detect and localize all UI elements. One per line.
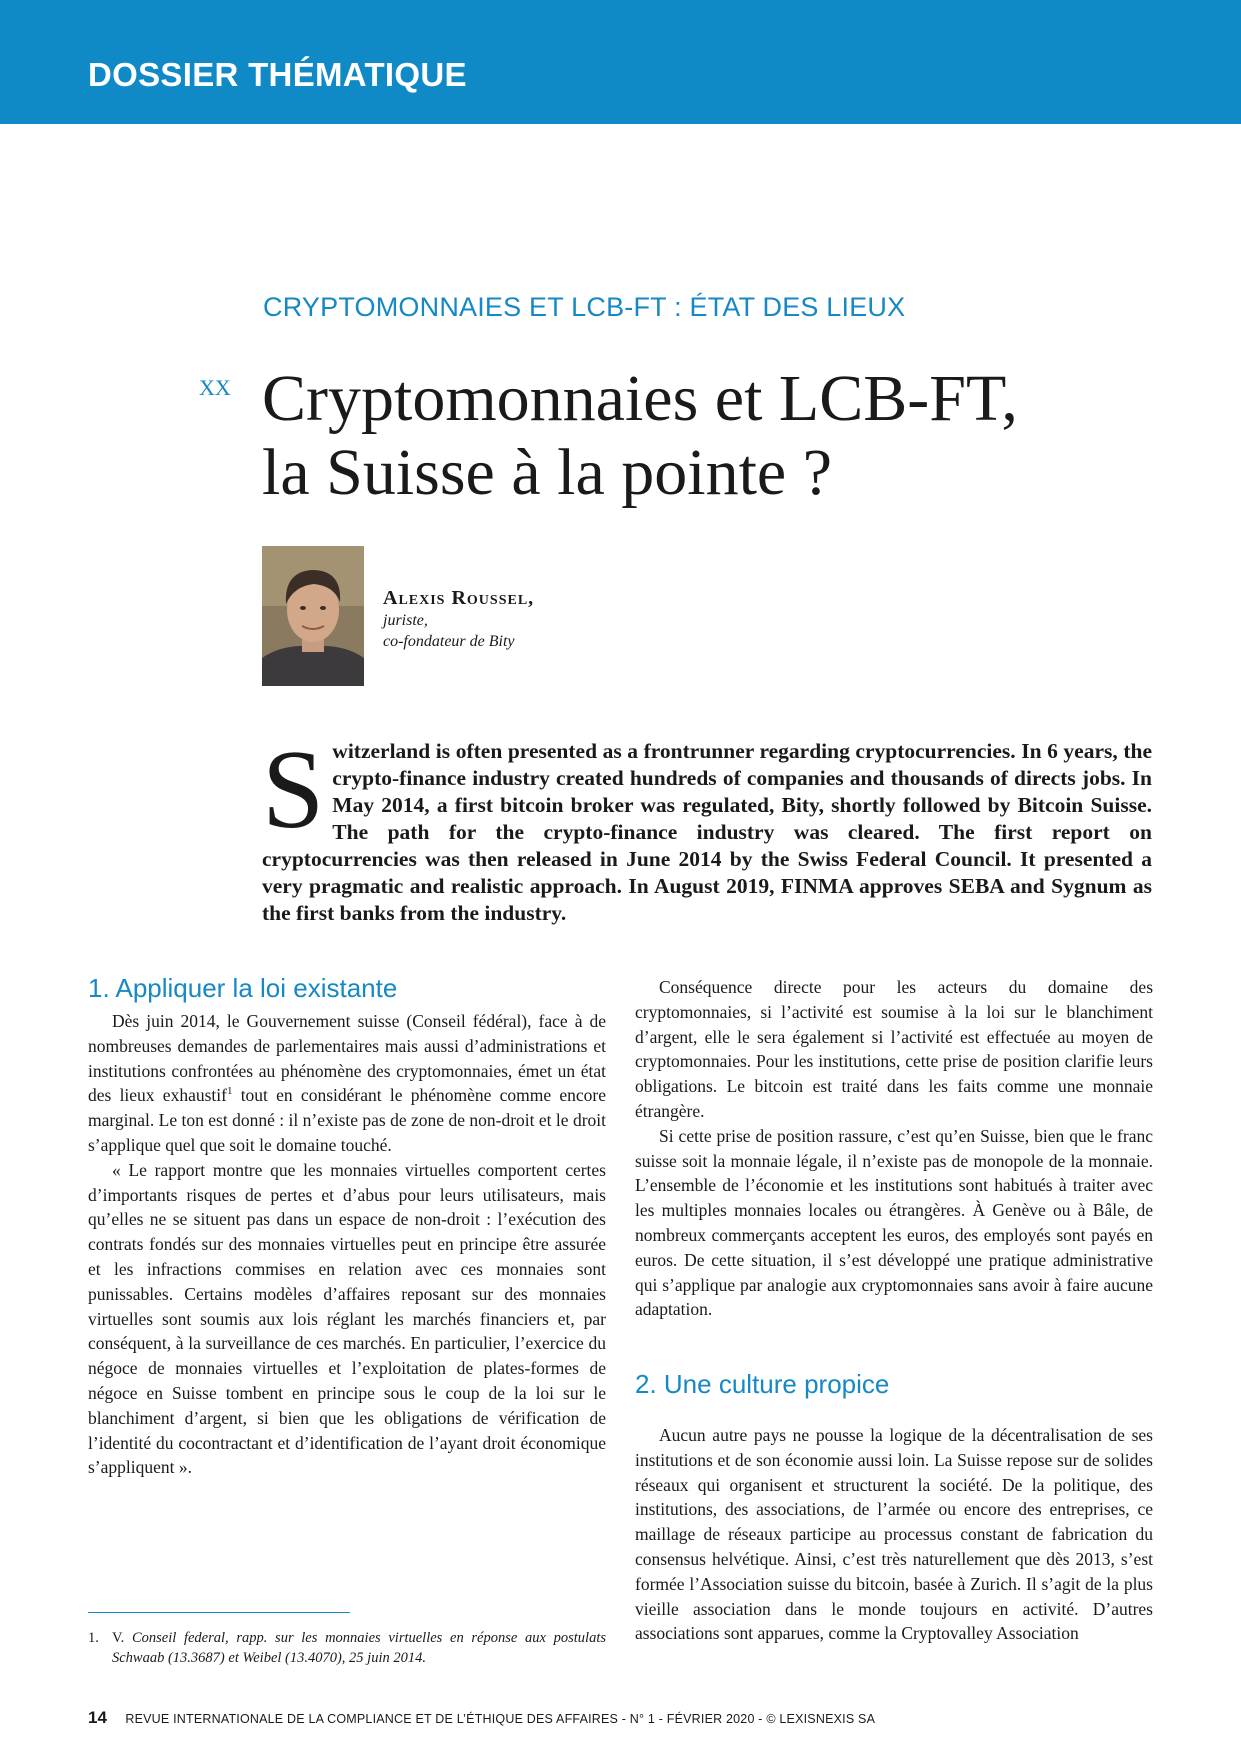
- author-portrait-icon: [262, 546, 364, 686]
- author-name: Alexis Roussel,: [383, 587, 535, 609]
- footnote-number: 1.: [88, 1630, 99, 1646]
- paragraph-text: Dès juin 2014, le Gouvernement suisse (Conseil fédéral), face à de nombreuses demandes de parlementaires mais aussi d’administrations et institutions confrontées au phénomène des cryptomonnaies, émet un état des lieux exhaustif: [88, 1011, 606, 1106]
- paragraph: [88, 1009, 606, 1158]
- journal-info: REVUE INTERNATIONALE DE LA COMPLIANCE ET DE L’ÉTHIQUE DES AFFAIRES - N° 1 - FÉVRIER 2020 - © LEXISNEXIS SA: [125, 1712, 876, 1726]
- footnote-prefix: V.: [112, 1630, 132, 1646]
- article-kicker: CRYPTOMONNAIES ET LCB-FT : ÉTAT DES LIEUX: [263, 292, 906, 322]
- column-right: [635, 975, 1153, 1322]
- article-headline: [262, 362, 1192, 510]
- article-marker: XX: [199, 375, 231, 400]
- section-banner: [0, 0, 1241, 124]
- abstract-text: witzerland is often presented as a frontrunner regarding cryptocurrencies. In 6 years, the crypto-finance industry created hundreds of companies and thousands of directs jobs. In May 2014, a first bitcoin broker was regulated, Bity, shortly followed by Bitcoin Suisse. The path for the crypto-finance industry was cleared. The first report on cryptocurrencies was then released in June 2014 by the Swiss Federal Council. It presented a very pragmatic and realistic approach. In August 2019, FINMA approves SEBA and Sygnum as the first banks from the industry.: [262, 739, 1152, 925]
- footnote-divider: [88, 1612, 350, 1613]
- paragraph: « Le rapport montre que les monnaies virtuelles comportent certes d’importants risques de pertes et d’abus pour leurs utilisateurs, mais qu’elles ne se situent pas dans un espace de non-droit : l’exécution des contrats fondés sur des monnaies virtuelles peut en principe être assurée et les infractions commises en relation avec ces monnaies sont punissables. Certains modèles d’affaires reposant sur des monnaies virtuelles sont soumis aux lois réglant les marchés financiers et, par conséquent, à la surveillance de ces marchés. En particulier, l’exercice du négoce de monnaies virtuelles et l’exploitation de plates-formes de négoce en Suisse tombent en principe sous le coup de la loi sur le blanchiment d’argent, si bien que les obligations de vérification de l’identité du cocontractant et d’identification de l’ayant droit économique s’appliquent ».: [88, 1159, 606, 1478]
- headline-line-1: Cryptomonnaies et LCB-FT,: [262, 362, 1018, 435]
- section-1-heading: 1. Appliquer la loi existante: [88, 973, 398, 1003]
- abstract-dropcap: S: [262, 728, 325, 852]
- paragraph-text: tout en considérant le phénomène comme encore marginal. Le ton est donné : il n’existe pas de zone de non-droit et le droit s’applique quel que soit le domaine touché.: [88, 1085, 606, 1155]
- author-role-1: juriste,: [383, 612, 428, 629]
- section-2-heading: 2. Une culture propice: [635, 1369, 890, 1399]
- headline-line-2: la Suisse à la pointe ?: [262, 436, 833, 509]
- footnote-ref[interactable]: 1: [226, 1085, 233, 1098]
- author-block: [383, 587, 534, 652]
- article-abstract: [262, 728, 1152, 927]
- column-left: [88, 1009, 606, 1480]
- author-photo: [262, 546, 364, 686]
- paragraph: Si cette prise de position rassure, c’est qu’en Suisse, bien que le franc suisse soit la monnaie légale, il n’existe pas de monopole de la monnaie. L’ensemble de l’économie et les institutions sont habitués à traiter avec les multiples monnaies locales ou étrangères. À Genève ou à Bâle, de nombreux commerçants acceptent les euros, des employés sont payés en euros. De cette situation, il s’est développé une pratique administrative qui s’applique par analogie aux cryptomonnaies sans avoir à faire aucune adaptation.: [635, 1125, 1153, 1320]
- page-footer: [88, 1708, 875, 1728]
- column-right-section-2: [635, 1423, 1153, 1646]
- paragraph: Conséquence directe pour les acteurs du domaine des cryptomonnaies, si l’activité est soumise à la loi sur le blanchiment d’argent, elle le sera également si l’activité est effectuée au moyen de cryptomonnaies. Pour les institutions, cette prise de position clarifie leurs obligations. Le bitcoin est traité dans les faits comme une monnaie étrangère.: [635, 977, 1153, 1121]
- paragraph: Aucun autre pays ne pousse la logique de la décentralisation de ses institutions et de son économie aussi loin. La Suisse repose sur de solides réseaux qui organisent et structurent la société. De la politique, des institutions, des associations, de l’armée ou encore des entreprises, ce maillage de réseaux participe au processus constant de fabrication du consensus helvétique. Ainsi, c’est très naturellement que dès 2013, s’est formée l’Association suisse du bitcoin, basée à Zurich. Il s’agit de la plus vieille association dans le monde toujours en activité. D’autres associations sont apparues, comme la Cryptovalley Association: [635, 1425, 1153, 1644]
- footnote-citation: Conseil federal, rapp. sur les monnaies virtuelles en réponse aux postulats Schwaab (13.3687) et Weibel (13.4070), 25 juin 2014.: [112, 1630, 606, 1666]
- author-role-2: co-fondateur de Bity: [383, 633, 515, 650]
- page-number: 14: [88, 1708, 107, 1727]
- footnote: [88, 1628, 606, 1668]
- banner-title: DOSSIER THÉMATIQUE: [88, 56, 467, 93]
- footnote-text: [88, 1628, 606, 1668]
